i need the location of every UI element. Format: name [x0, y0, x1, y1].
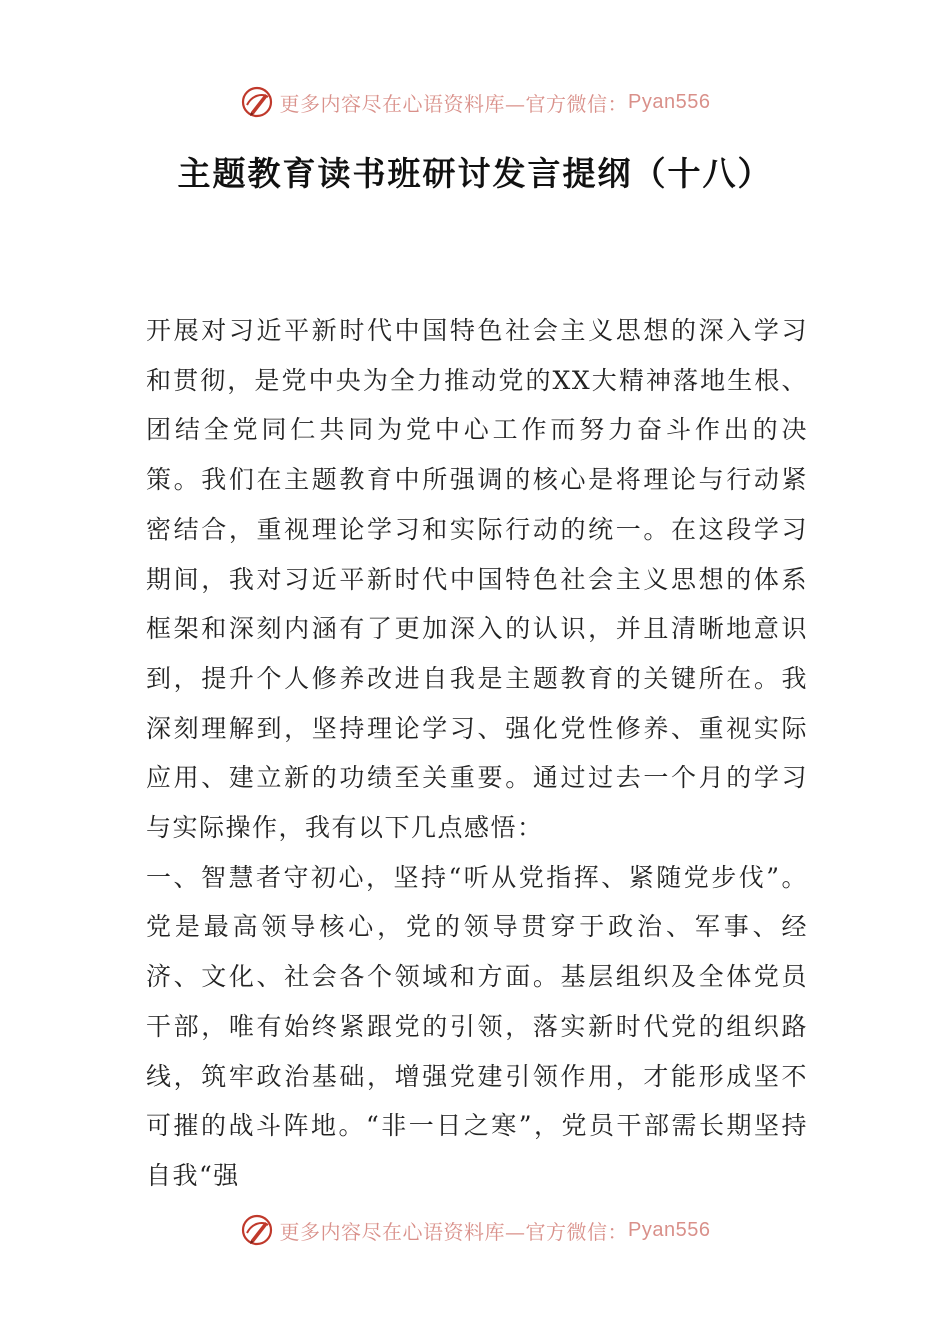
- footer-watermark-banner: [0, 1210, 950, 1250]
- header-watermark-banner: [0, 82, 950, 122]
- footer-wechat-id: Pyan556: [628, 1218, 711, 1241]
- document-body: [146, 306, 808, 1201]
- header-wechat-id: Pyan556: [628, 90, 711, 113]
- body-paragraph: 一、智慧者守初心，坚持“听从党指挥、紧随党步伐”。党是最高领导核心，党的领导贯穿于政治、军事、经济、文化、社会各个领域和方面。基层组织及全体党员干部，唯有始终紧跟党的引领，落实新时代党的组织路线，筑牢政治基础，增强党建引领作用，才能形成坚不可摧的战斗阵地。“非一日之寒”，党员干部需长期坚持自我“强: [146, 862, 808, 1190]
- body-paragraph: 开展对习近平新时代中国特色社会主义思想的深入学习和贯彻，是党中央为全力推动党的XX大精神落地生根、团结全党同仁共同为党中心工作而努力奋斗作出的决策。我们在主题教育中所强调的核心是将理论与行动紧密结合，重视理论学习和实际行动的统一。在这段学习期间，我对习近平新时代中国特色社会主义思想的体系框架和深刻内涵有了更加深入的认识，并且清晰地意识到，提升个人修养改进自我是主题教育的关键所在。我深刻理解到，坚持理论学习、强化党性修养、重视实际应用、建立新的功绩至关重要。通过过去一个月的学习与实际操作，我有以下几点感悟：: [146, 316, 808, 843]
- pen-logo-icon: [240, 85, 274, 119]
- header-banner-text: 更多内容尽在心语资料库—官方微信：: [279, 91, 629, 116]
- document-title: 主题教育读书班研讨发言提纲（十八）: [177, 154, 773, 193]
- pen-logo-icon: [240, 1213, 274, 1247]
- footer-banner-text: 更多内容尽在心语资料库—官方微信：: [279, 1219, 629, 1244]
